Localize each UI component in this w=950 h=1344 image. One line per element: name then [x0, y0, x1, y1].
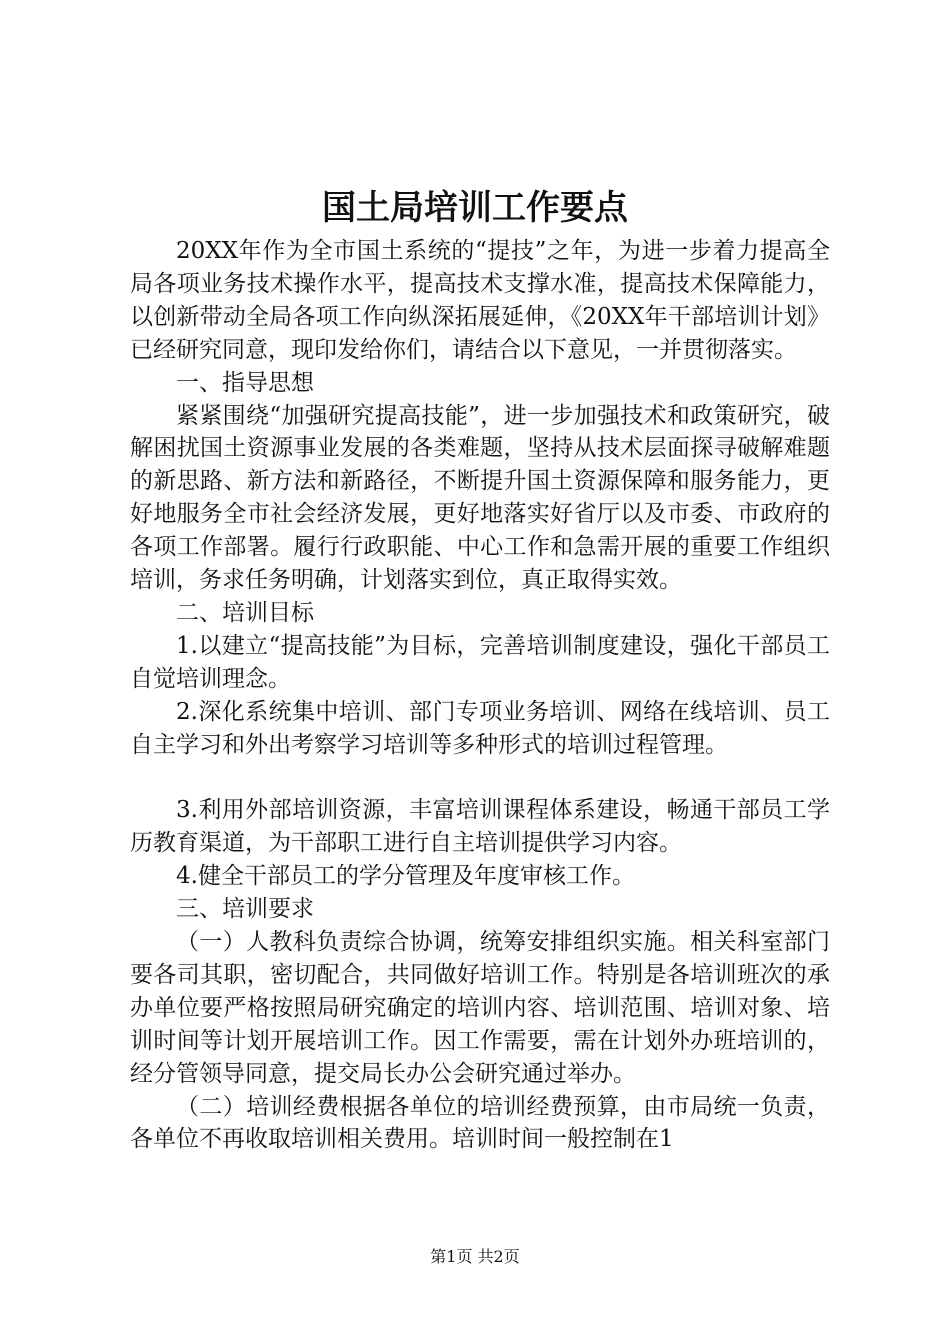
section-heading-guiding-ideology: 一、指导思想 — [176, 369, 314, 396]
goal-item-1: 1.以建立“提高技能”为目标，完善培训制度建设，强化干部员工自觉培训理念。 — [130, 632, 830, 692]
document-title: 国土局培训工作要点 — [322, 188, 628, 228]
intro-paragraph: 20XX年作为全市国土系统的“提技”之年，为进一步着力提高全局各项业务技术操作水平，提高技术支撑水准，提高技术保障能力，以创新带动全局各项工作向纵深拓展延伸，《20XX年干部培训计划》已经研究同意，现印发给你们，请结合以下意见，一并贯彻落实。 — [130, 238, 830, 363]
guiding-ideology-paragraph: 紧紧围绕“加强研究提高技能”，进一步加强技术和政策研究，破解困扰国土资源事业发展的各类难题，坚持从技术层面探寻破解难题的新思路、新方法和新路径，不断提升国土资源保障和服务能力，更好地服务全市社会经济发展，更好地落实好省厅以及市委、市政府的各项工作部署。履行行政职能、中心工作和急需开展的重要工作组织培训，务求任务明确，计划落实到位，真正取得实效。 — [130, 402, 830, 594]
goal-item-3: 3.利用外部培训资源，丰富培训课程体系建设，畅通干部员工学历教育渠道，为干部职工进行自主培训提供学习内容。 — [130, 797, 830, 857]
document-body — [130, 235, 830, 1156]
goal-item-4: 4.健全干部员工的学分管理及年度审核工作。 — [176, 863, 635, 890]
goal-item-2: 2.深化系统集中培训、部门专项业务培训、网络在线培训、员工自主学习和外出考察学习培训等多种形式的培训过程管理。 — [130, 698, 830, 758]
paragraph-gap — [130, 762, 830, 795]
requirement-item-2: （二）培训经费根据各单位的培训经费预算，由市局统一负责，各单位不再收取培训相关费用。培训时间一般控制在1 — [130, 1093, 830, 1153]
section-heading-training-goals: 二、培训目标 — [176, 599, 314, 626]
requirement-item-1: （一）人教科负责综合协调，统筹安排组织实施。相关科室部门要各司其职，密切配合，共同做好培训工作。特别是各培训班次的承办单位要严格按照局研究确定的培训内容、培训范围、培训对象、培训时间等计划开展培训工作。因工作需要，需在计划外办班培训的，经分管领导同意，提交局长办公会研究通过举办。 — [130, 929, 830, 1087]
section-heading-training-requirements: 三、培训要求 — [176, 896, 314, 923]
page-footer: 第1页 共2页 — [430, 1247, 520, 1266]
